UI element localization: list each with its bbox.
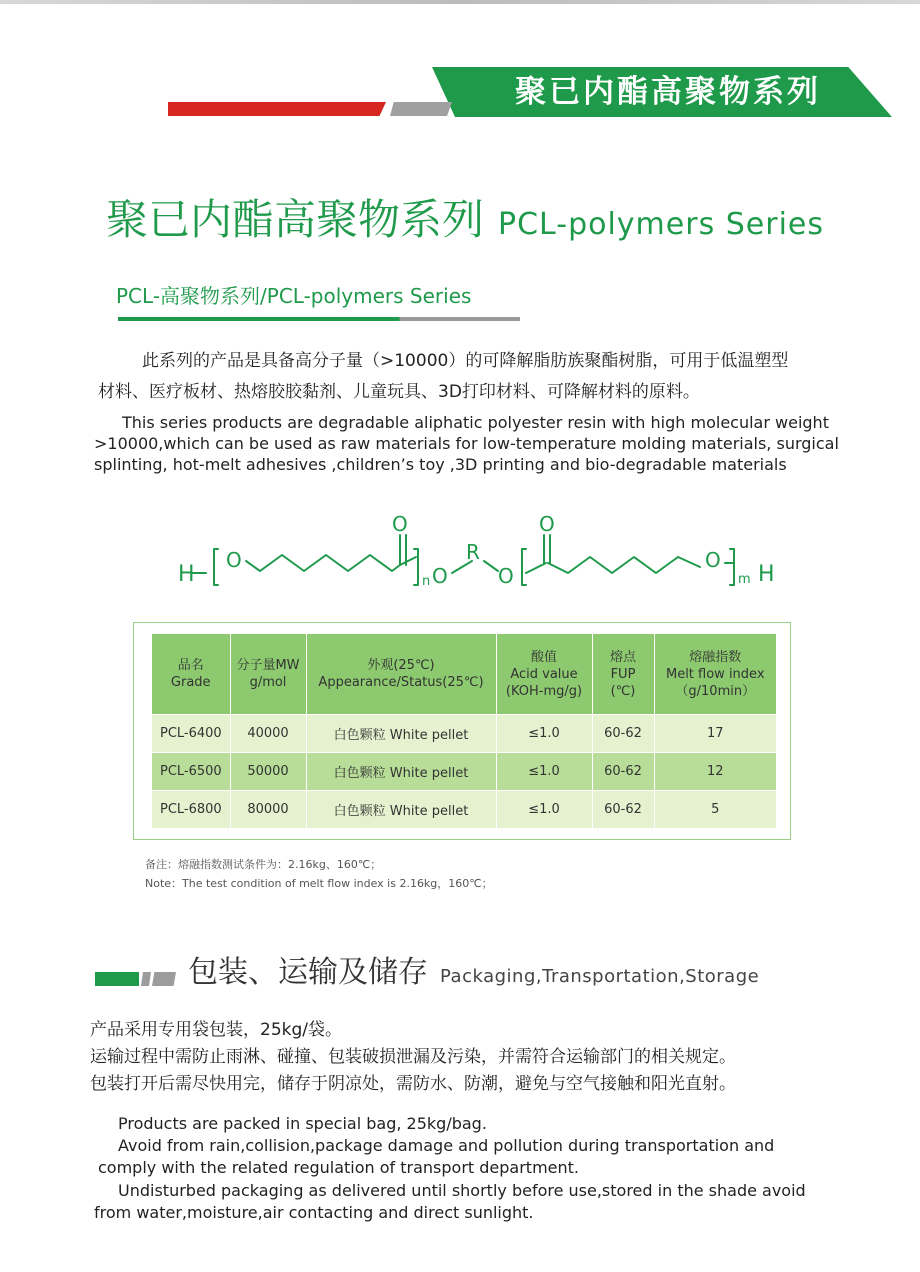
cell-acid: ≤1.0 [496, 791, 592, 829]
chem-bracket-mid-left [414, 549, 418, 585]
packaging-heading-cn: 包装、运输及储存 [188, 955, 428, 990]
col-header-appearance: 外观(25℃) Appearance/Status(25℃) [306, 634, 496, 715]
chem-chain-left [246, 555, 400, 571]
cell-mw: 40000 [230, 715, 306, 753]
table-row [152, 715, 776, 753]
chem-carbonyl-o-2: O [539, 512, 555, 536]
chem-r: R [466, 540, 480, 564]
intro-en-line-3: splinting, hot-melt adhesives ,children’s toy ,3D printing and bio-degradable materials [94, 455, 787, 474]
top-border [0, 0, 920, 4]
table-row [152, 753, 776, 791]
page-title-cn: 聚已内酯高聚物系列 [106, 195, 485, 244]
col-header-mw: 分子量MW g/mol [230, 634, 306, 715]
chem-m: m [738, 572, 751, 587]
chem-chain-right [548, 557, 700, 573]
table-header-row [152, 634, 776, 715]
chem-bracket-right [725, 549, 734, 585]
cell-grade: PCL-6800 [152, 791, 230, 829]
cell-appearance: 白色颗粒 White pellet [306, 753, 496, 791]
table-row [152, 791, 776, 829]
chem-o-3: O [498, 564, 514, 588]
chem-carbonyl-o-1: O [392, 512, 408, 536]
chem-n: n [422, 574, 431, 589]
packaging-en-line-5: from water,moisture,air contacting and direct sunlight. [94, 1203, 534, 1222]
packaging-en-line-2: Avoid from rain,collision,package damage and pollution during transportation and [118, 1136, 775, 1155]
intro-en-line-2: >10000,which can be used as raw materials for low-temperature molding materials, surgical [94, 434, 839, 453]
cell-acid: ≤1.0 [496, 715, 592, 753]
page-title [106, 190, 886, 250]
intro-cn-line-1: 此系列的产品是具备高分子量（>10000）的可降解脂肪族聚酯树脂，可用于低温塑型 [142, 351, 789, 371]
chem-h-left: H [178, 562, 195, 587]
cell-mw: 80000 [230, 791, 306, 829]
packaging-en-line-1: Products are packed in special bag, 25kg/bag. [118, 1114, 487, 1133]
cell-grade: PCL-6400 [152, 715, 230, 753]
cell-acid: ≤1.0 [496, 753, 592, 791]
col-header-grade: 品名 Grade [152, 634, 230, 715]
packaging-en-line-3: comply with the related regulation of transport department. [98, 1158, 579, 1177]
spec-table [152, 634, 776, 828]
cell-fup: 60-62 [592, 715, 654, 753]
banner-gray-stripe [390, 102, 452, 116]
chem-o-4: O [705, 548, 721, 572]
chem-double-bond-left [400, 535, 406, 565]
section-marker-gray-2 [152, 972, 176, 986]
section-marker-gray-1 [141, 972, 151, 986]
chemical-structure-diagram [160, 505, 800, 600]
chem-bracket-mid-right [522, 549, 526, 585]
chem-o-1: O [226, 548, 242, 572]
cell-mfi: 17 [654, 715, 776, 753]
note-cn: 备注：熔融指数测试条件为：2.16kg、160℃； [145, 858, 382, 871]
chem-bracket-left [192, 549, 218, 585]
col-header-mfi: 熔融指数 Melt flow index （g/10min） [654, 634, 776, 715]
cell-appearance: 白色颗粒 White pellet [306, 715, 496, 753]
chem-o-2: O [432, 564, 448, 588]
intro-en-line-1: This series products are degradable aliphatic polyester resin with high molecular weight [122, 413, 829, 432]
section-marker-green [95, 972, 139, 986]
packaging-cn-line-3: 包装打开后需尽快用完，储存于阴凉处，需防水、防潮，避免与空气接触和阳光直射。 [90, 1074, 736, 1094]
col-header-acid-value: 酸值 Acid value (KOH-mg/g) [496, 634, 592, 715]
packaging-cn-line-2: 运输过程中需防止雨淋、碰撞、包装破损泄漏及污染，并需符合运输部门的相关规定。 [90, 1047, 736, 1067]
banner-red-stripe [168, 102, 386, 116]
col-header-fup: 熔点 FUP (℃) [592, 634, 654, 715]
cell-mfi: 5 [654, 791, 776, 829]
packaging-heading-en: Packaging,Transportation,Storage [440, 966, 760, 987]
chem-double-bond-right [544, 535, 550, 563]
packaging-en-line-4: Undisturbed packaging as delivered until shortly before use,stored in the shade avoid [118, 1181, 806, 1200]
packaging-cn-line-1: 产品采用专用袋包装，25kg/袋。 [90, 1020, 342, 1040]
subtitle-underline [118, 317, 520, 321]
section-subtitle: PCL-高聚物系列/PCL-polymers Series [116, 284, 472, 308]
packaging-heading [188, 952, 808, 994]
cell-fup: 60-62 [592, 791, 654, 829]
page-title-en: PCL-polymers Series [498, 207, 824, 242]
cell-mw: 50000 [230, 753, 306, 791]
cell-mfi: 12 [654, 753, 776, 791]
cell-fup: 60-62 [592, 753, 654, 791]
cell-appearance: 白色颗粒 White pellet [306, 791, 496, 829]
cell-grade: PCL-6500 [152, 753, 230, 791]
intro-cn-line-2: 材料、医疗板材、热熔胶胶黏剂、儿童玩具、3D打印材料、可降解材料的原料。 [98, 382, 700, 402]
chem-h-right: H [758, 562, 775, 587]
banner-title: 聚已内酯高聚物系列 [515, 74, 821, 110]
note-en: Note：The test condition of melt flow index is 2.16kg，160℃； [145, 877, 493, 890]
